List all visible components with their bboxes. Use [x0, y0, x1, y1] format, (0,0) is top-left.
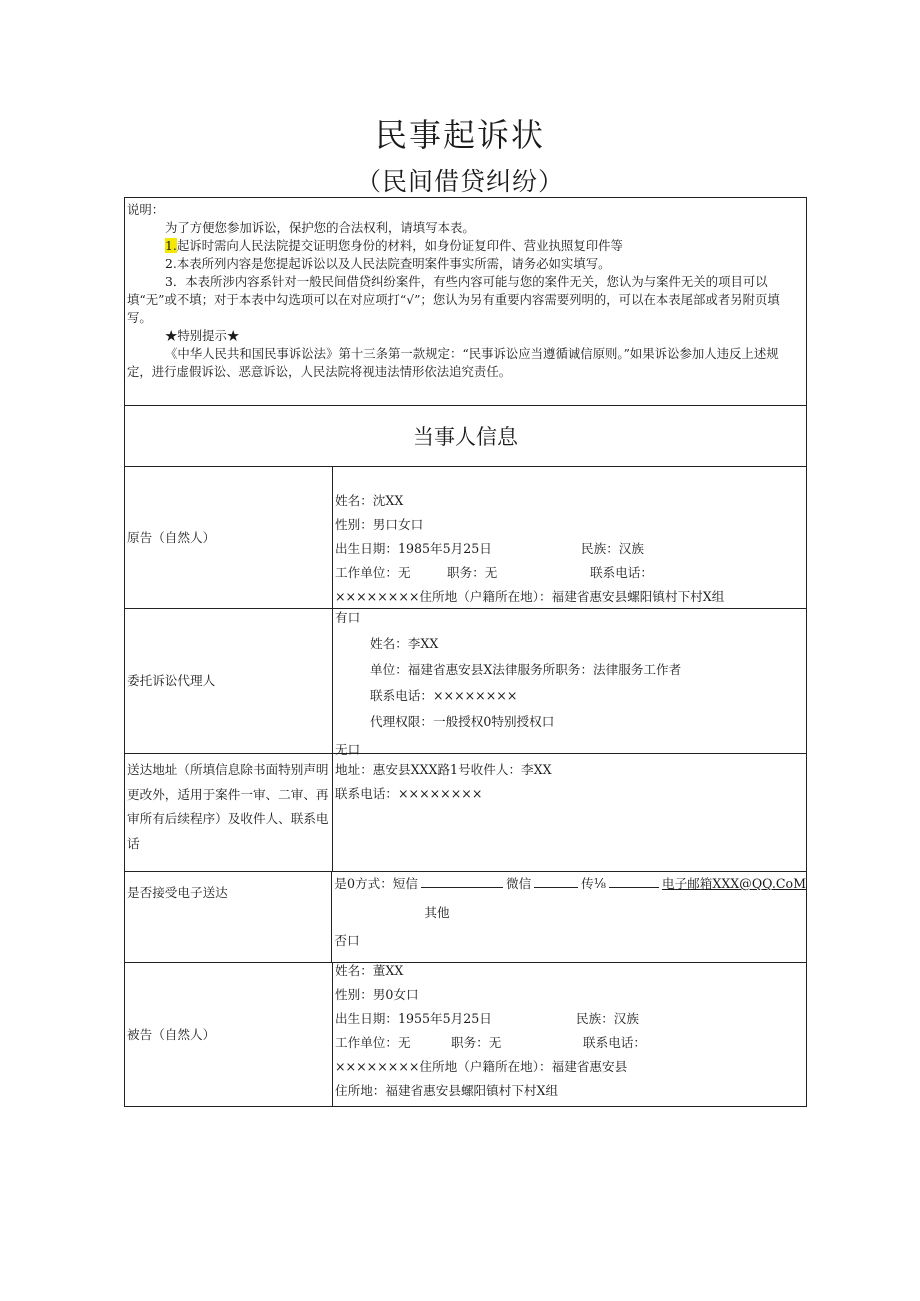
- defendant-label: 被告（自然人）: [125, 963, 333, 1106]
- electronic-service-label: 是否接受电子送达: [125, 872, 332, 962]
- service-address[interactable]: 地址：惠安县XXX路1号收件人：李XX: [335, 762, 552, 777]
- plaintiff-birth-line: [335, 537, 806, 561]
- defendant-birth-line: [335, 1007, 806, 1031]
- plaintiff-position[interactable]: 职务：无: [447, 565, 498, 580]
- electronic-service-row: [125, 871, 806, 962]
- agent-details: [333, 609, 806, 757]
- agent-authority[interactable]: 代理权限：一般授权0特别授权口: [370, 714, 555, 729]
- electronic-yes-sms[interactable]: 是0方式：短信: [334, 876, 418, 891]
- electronic-wechat[interactable]: 微信: [505, 876, 532, 891]
- instruction-item-1: [127, 237, 803, 255]
- electronic-no[interactable]: 否口: [334, 933, 360, 948]
- instruction-item-1-text: 起诉时需向人民法院提交证明您身份的材料，如身份证复印件、营业执照复印件等: [176, 238, 623, 253]
- complaint-form-table: [124, 197, 807, 1107]
- service-phone[interactable]: 联系电话：××××××××: [335, 786, 483, 801]
- defendant-name[interactable]: 姓名：董XX: [335, 963, 404, 978]
- defendant-residence[interactable]: 住所地：福建省惠安县螺阳镇村下村X组: [335, 1083, 559, 1098]
- instructions-intro: 为了方便您参加诉讼，保护您的合法权利，请填写本表。: [165, 220, 475, 235]
- section-title: 当事人信息: [413, 425, 518, 449]
- defendant-phone[interactable]: 联系电话：: [583, 1035, 646, 1050]
- plaintiff-label: 原告（自然人）: [125, 467, 333, 608]
- electronic-service-details: [332, 872, 806, 962]
- agent-phone[interactable]: 联系电话：××××××××: [370, 688, 518, 703]
- special-notice-text: 《中华人民共和国民事诉讼法》第十三条第一款规定：“民事诉讼应当遵循诚信原则。”如果诉讼参加人违反上述规定，进行虚假诉讼、恶意诉讼，人民法院将视违法情形依法追究责任。: [127, 346, 779, 379]
- plaintiff-gender[interactable]: 性别：男口女口: [335, 517, 424, 532]
- instructions-block: [125, 198, 806, 405]
- defendant-work-line: [335, 1031, 806, 1055]
- agent-no-option[interactable]: 无口: [335, 743, 361, 757]
- agent-row: [125, 608, 806, 757]
- defendant-gender[interactable]: 性别：男0女口: [335, 987, 419, 1002]
- service-address-details: [333, 754, 806, 871]
- plaintiff-row: [125, 466, 806, 608]
- defendant-ethnicity[interactable]: 民族：汉族: [576, 1011, 639, 1026]
- parties-section-header: [125, 405, 806, 466]
- agent-yes-option[interactable]: 有口: [335, 610, 361, 625]
- defendant-employer[interactable]: 工作单位：无: [335, 1035, 411, 1050]
- sms-blank[interactable]: [421, 873, 503, 888]
- defendant-row: [125, 962, 806, 1106]
- defendant-position[interactable]: 职务：无: [451, 1035, 502, 1050]
- highlight-mark: 1.: [165, 238, 177, 253]
- special-notice-title: ★特别提示★: [165, 328, 240, 343]
- instruction-item-2: 2.本表所列内容是您提起诉讼以及人民法院查明案件事实所需，请务必如实填写。: [165, 256, 611, 271]
- plaintiff-employer[interactable]: 工作单位：无: [335, 565, 411, 580]
- plaintiff-name[interactable]: 姓名：沈XX: [335, 493, 404, 508]
- wechat-blank[interactable]: [534, 873, 578, 888]
- agent-unit[interactable]: 单位：福建省惠安县X法律服务所职务：法律服务工作者: [370, 662, 682, 677]
- agent-name[interactable]: 姓名：李XX: [370, 636, 439, 651]
- electronic-methods-line: [334, 872, 806, 896]
- fax-blank[interactable]: [609, 873, 659, 888]
- plaintiff-address[interactable]: ××××××××住所地（户籍所在地）：福建省惠安县螺阳镇村下村X组: [335, 589, 725, 604]
- instructions-heading: 说明：: [127, 202, 165, 217]
- electronic-fax[interactable]: 传⅛: [581, 876, 606, 891]
- plaintiff-phone[interactable]: 联系电话：: [590, 565, 653, 580]
- plaintiff-work-line: [335, 561, 806, 585]
- defendant-id-address[interactable]: ××××××××住所地（户籍所在地）：福建省惠安县: [335, 1059, 628, 1074]
- plaintiff-ethnicity[interactable]: 民族：汉族: [581, 541, 644, 556]
- defendant-details: [333, 963, 806, 1106]
- instruction-item-3: 3．本表所涉内容系针对一般民间借贷纠纷案件，有些内容可能与您的案件无关，您认为与案件无关的项目可以填“无”或不填；对于本表中勾选项可以在对应项打“√”；您认为另有重要内容需要列明的，可以在本表尾部或者另附页填写。: [127, 274, 780, 325]
- document-subtitle: （民间借贷纠纷）: [355, 167, 564, 196]
- service-address-label: 送达地址（所填信息除书面特别声明更改外，适用于案件一审、二审、再审所有后续程序）及收件人、联系电话: [125, 754, 333, 871]
- defendant-birth[interactable]: 出生日期：1955年5月25日: [335, 1011, 492, 1026]
- agent-label: 委托诉讼代理人: [125, 609, 333, 753]
- service-address-row: [125, 753, 806, 871]
- plaintiff-birth[interactable]: 出生日期：1985年5月25日: [335, 541, 492, 556]
- document-title: 民事起诉状: [374, 116, 545, 154]
- electronic-other[interactable]: 其他: [424, 905, 450, 920]
- plaintiff-details: [333, 467, 806, 608]
- electronic-email[interactable]: 电子邮箱XXX@QQ.CoM: [661, 876, 806, 891]
